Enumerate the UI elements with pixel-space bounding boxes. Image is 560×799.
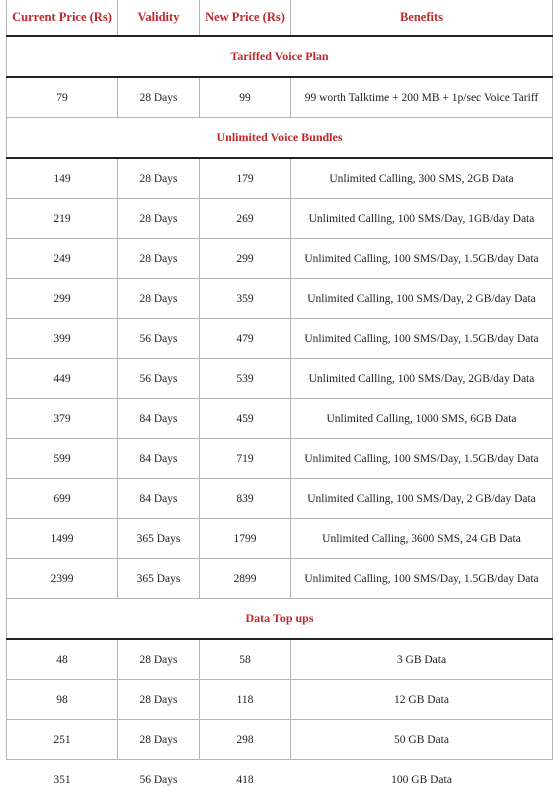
current-price-cell: 299	[7, 279, 118, 319]
new-price-cell: 459	[200, 399, 291, 439]
new-price-cell: 118	[200, 680, 291, 720]
new-price-cell: 359	[200, 279, 291, 319]
validity-cell: 28 Days	[118, 680, 200, 720]
current-price-cell: 251	[7, 720, 118, 760]
table-row	[7, 359, 553, 399]
benefits-cell: 99 worth Talktime + 200 MB + 1p/sec Voice Tariff	[291, 77, 553, 118]
new-price-cell: 299	[200, 239, 291, 279]
section-row	[7, 36, 553, 77]
current-price-cell: 351	[7, 760, 118, 799]
new-price-cell: 99	[200, 77, 291, 118]
new-price-cell: 2899	[200, 559, 291, 599]
benefits-cell: 3 GB Data	[291, 639, 553, 680]
current-price-cell: 48	[7, 639, 118, 680]
table-row	[7, 439, 553, 479]
current-price-cell: 1499	[7, 519, 118, 559]
benefits-cell: Unlimited Calling, 3600 SMS, 24 GB Data	[291, 519, 553, 559]
benefits-cell: Unlimited Calling, 100 SMS/Day, 1.5GB/day Data	[291, 319, 553, 359]
table-row	[7, 479, 553, 519]
section-row	[7, 599, 553, 640]
benefits-cell: Unlimited Calling, 1000 SMS, 6GB Data	[291, 399, 553, 439]
section-title: Unlimited Voice Bundles	[7, 118, 553, 159]
benefits-cell: Unlimited Calling, 100 SMS/Day, 1.5GB/day Data	[291, 439, 553, 479]
section-row	[7, 118, 553, 159]
table-row	[7, 399, 553, 439]
new-price-cell: 1799	[200, 519, 291, 559]
new-price-cell: 418	[200, 760, 291, 799]
table-row	[7, 279, 553, 319]
current-price-cell: 219	[7, 199, 118, 239]
current-price-cell: 599	[7, 439, 118, 479]
current-price-cell: 2399	[7, 559, 118, 599]
benefits-cell: Unlimited Calling, 100 SMS/Day, 1GB/day Data	[291, 199, 553, 239]
table-row	[7, 639, 553, 680]
new-price-cell: 298	[200, 720, 291, 760]
new-price-cell: 58	[200, 639, 291, 680]
validity-cell: 56 Days	[118, 760, 200, 799]
benefits-cell: Unlimited Calling, 100 SMS/Day, 2GB/day Data	[291, 359, 553, 399]
benefits-cell: 100 GB Data	[291, 760, 553, 799]
table-row	[7, 77, 553, 118]
section-title: Tariffed Voice Plan	[7, 36, 553, 77]
current-price-cell: 249	[7, 239, 118, 279]
validity-cell: 84 Days	[118, 479, 200, 519]
current-price-cell: 699	[7, 479, 118, 519]
current-price-cell: 379	[7, 399, 118, 439]
benefits-cell: Unlimited Calling, 100 SMS/Day, 1.5GB/day Data	[291, 559, 553, 599]
table-row	[7, 559, 553, 599]
new-price-cell: 839	[200, 479, 291, 519]
table-body	[7, 36, 553, 799]
header-benefits: Benefits	[291, 0, 553, 36]
benefits-cell: 12 GB Data	[291, 680, 553, 720]
validity-cell: 28 Days	[118, 639, 200, 680]
header-new-price: New Price (Rs)	[200, 0, 291, 36]
validity-cell: 28 Days	[118, 158, 200, 199]
table-row	[7, 319, 553, 359]
benefits-cell: Unlimited Calling, 100 SMS/Day, 2 GB/day Data	[291, 279, 553, 319]
new-price-cell: 179	[200, 158, 291, 199]
validity-cell: 28 Days	[118, 239, 200, 279]
table-row	[7, 519, 553, 559]
table-row	[7, 760, 553, 799]
section-title: Data Top ups	[7, 599, 553, 640]
current-price-cell: 399	[7, 319, 118, 359]
table-row	[7, 239, 553, 279]
validity-cell: 28 Days	[118, 720, 200, 760]
new-price-cell: 539	[200, 359, 291, 399]
current-price-cell: 449	[7, 359, 118, 399]
current-price-cell: 98	[7, 680, 118, 720]
table-row	[7, 199, 553, 239]
header-current-price: Current Price (Rs)	[7, 0, 118, 36]
validity-cell: 28 Days	[118, 279, 200, 319]
benefits-cell: 50 GB Data	[291, 720, 553, 760]
validity-cell: 28 Days	[118, 77, 200, 118]
header-row	[7, 0, 553, 36]
current-price-cell: 149	[7, 158, 118, 199]
header-validity: Validity	[118, 0, 200, 36]
validity-cell: 28 Days	[118, 199, 200, 239]
current-price-cell: 79	[7, 77, 118, 118]
table-row	[7, 720, 553, 760]
price-table	[6, 0, 553, 799]
table-row	[7, 158, 553, 199]
benefits-cell: Unlimited Calling, 100 SMS/Day, 1.5GB/day Data	[291, 239, 553, 279]
new-price-cell: 719	[200, 439, 291, 479]
validity-cell: 56 Days	[118, 319, 200, 359]
validity-cell: 84 Days	[118, 399, 200, 439]
new-price-cell: 479	[200, 319, 291, 359]
new-price-cell: 269	[200, 199, 291, 239]
benefits-cell: Unlimited Calling, 300 SMS, 2GB Data	[291, 158, 553, 199]
validity-cell: 365 Days	[118, 559, 200, 599]
benefits-cell: Unlimited Calling, 100 SMS/Day, 2 GB/day Data	[291, 479, 553, 519]
validity-cell: 84 Days	[118, 439, 200, 479]
table-row	[7, 680, 553, 720]
validity-cell: 365 Days	[118, 519, 200, 559]
validity-cell: 56 Days	[118, 359, 200, 399]
